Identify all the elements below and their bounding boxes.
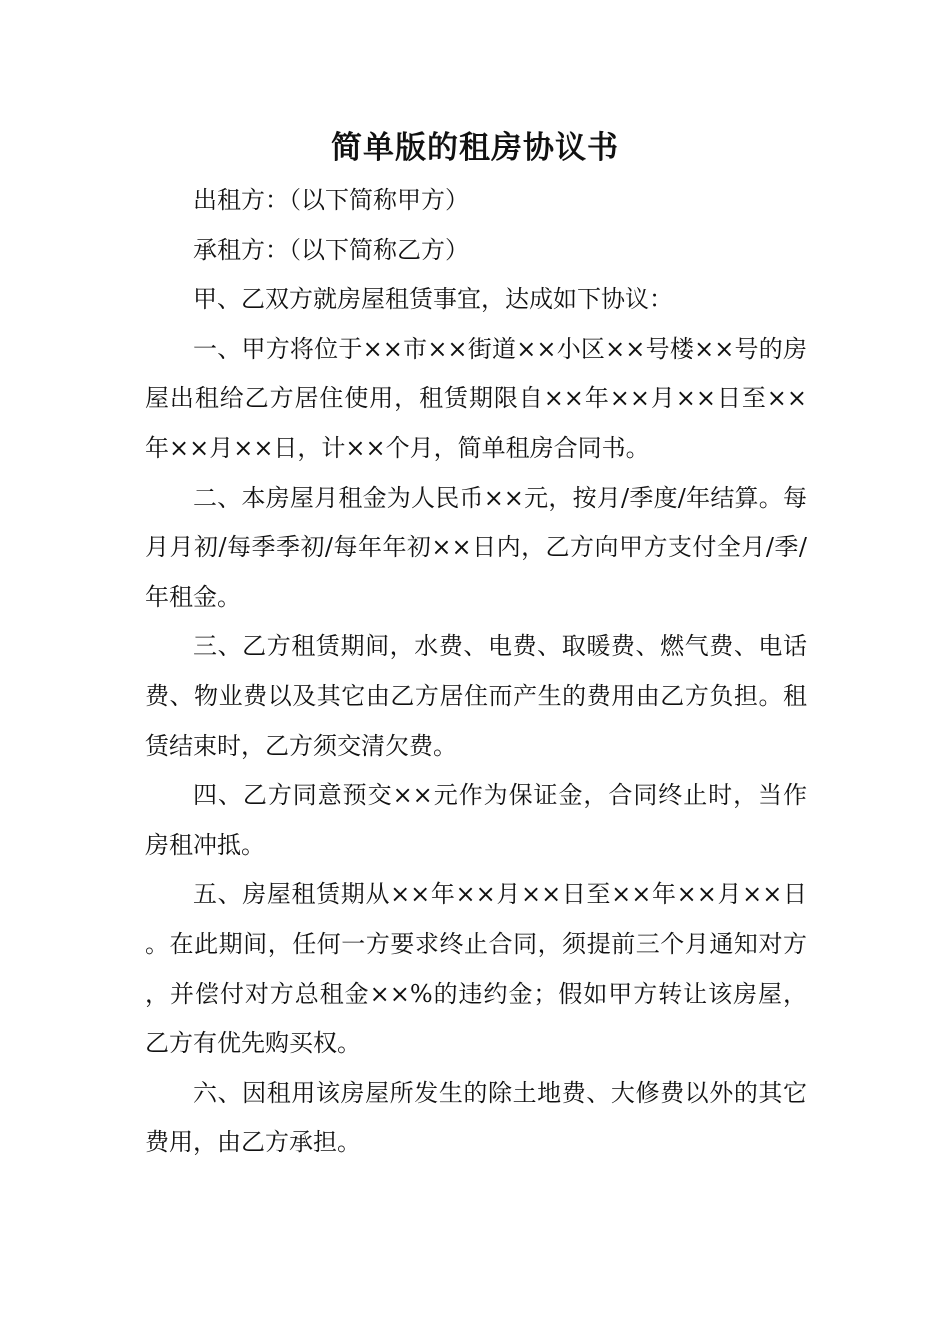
clause-2: 二、本房屋月租金为人民币××元，按月/季度/年结算。每月月初/每季季初/每年年初××日内，乙方向甲方支付全月/季/年租金。 xyxy=(145,483,807,611)
lessee-line: 承租方：（以下简称乙方） xyxy=(193,235,469,264)
clause-5: 五、房屋租赁期从××年××月××日至××年××月××日。在此期间，任何一方要求终止合同，须提前三个月通知对方，并偿付对方总租金××%的违约金；假如甲方转让该房屋，乙方有优先购买权。 xyxy=(145,880,807,1058)
clause-3: 三、乙方租赁期间，水费、电费、取暖费、燃气费、电话费、物业费以及其它由乙方居住而产生的费用由乙方负担。租赁结束时，乙方须交清欠费。 xyxy=(145,632,807,760)
intro-line: 甲、乙双方就房屋租赁事宜，达成如下协议： xyxy=(193,285,673,314)
clause-4: 四、乙方同意预交××元作为保证金，合同终止时，当作房租冲抵。 xyxy=(145,781,807,859)
clause-1: 一、甲方将位于××市××街道××小区××号楼××号的房屋出租给乙方居住使用，租赁期限自××年××月××日至××年××月××日，计××个月，简单租房合同书。 xyxy=(145,334,807,462)
lessor-line: 出租方：（以下简称甲方） xyxy=(193,186,469,214)
clause-6: 六、因租用该房屋所发生的除土地费、大修费以外的其它费用，由乙方承担。 xyxy=(145,1078,807,1157)
page-title: 简单版的租房协议书 xyxy=(331,130,619,166)
document-body xyxy=(145,176,807,1168)
